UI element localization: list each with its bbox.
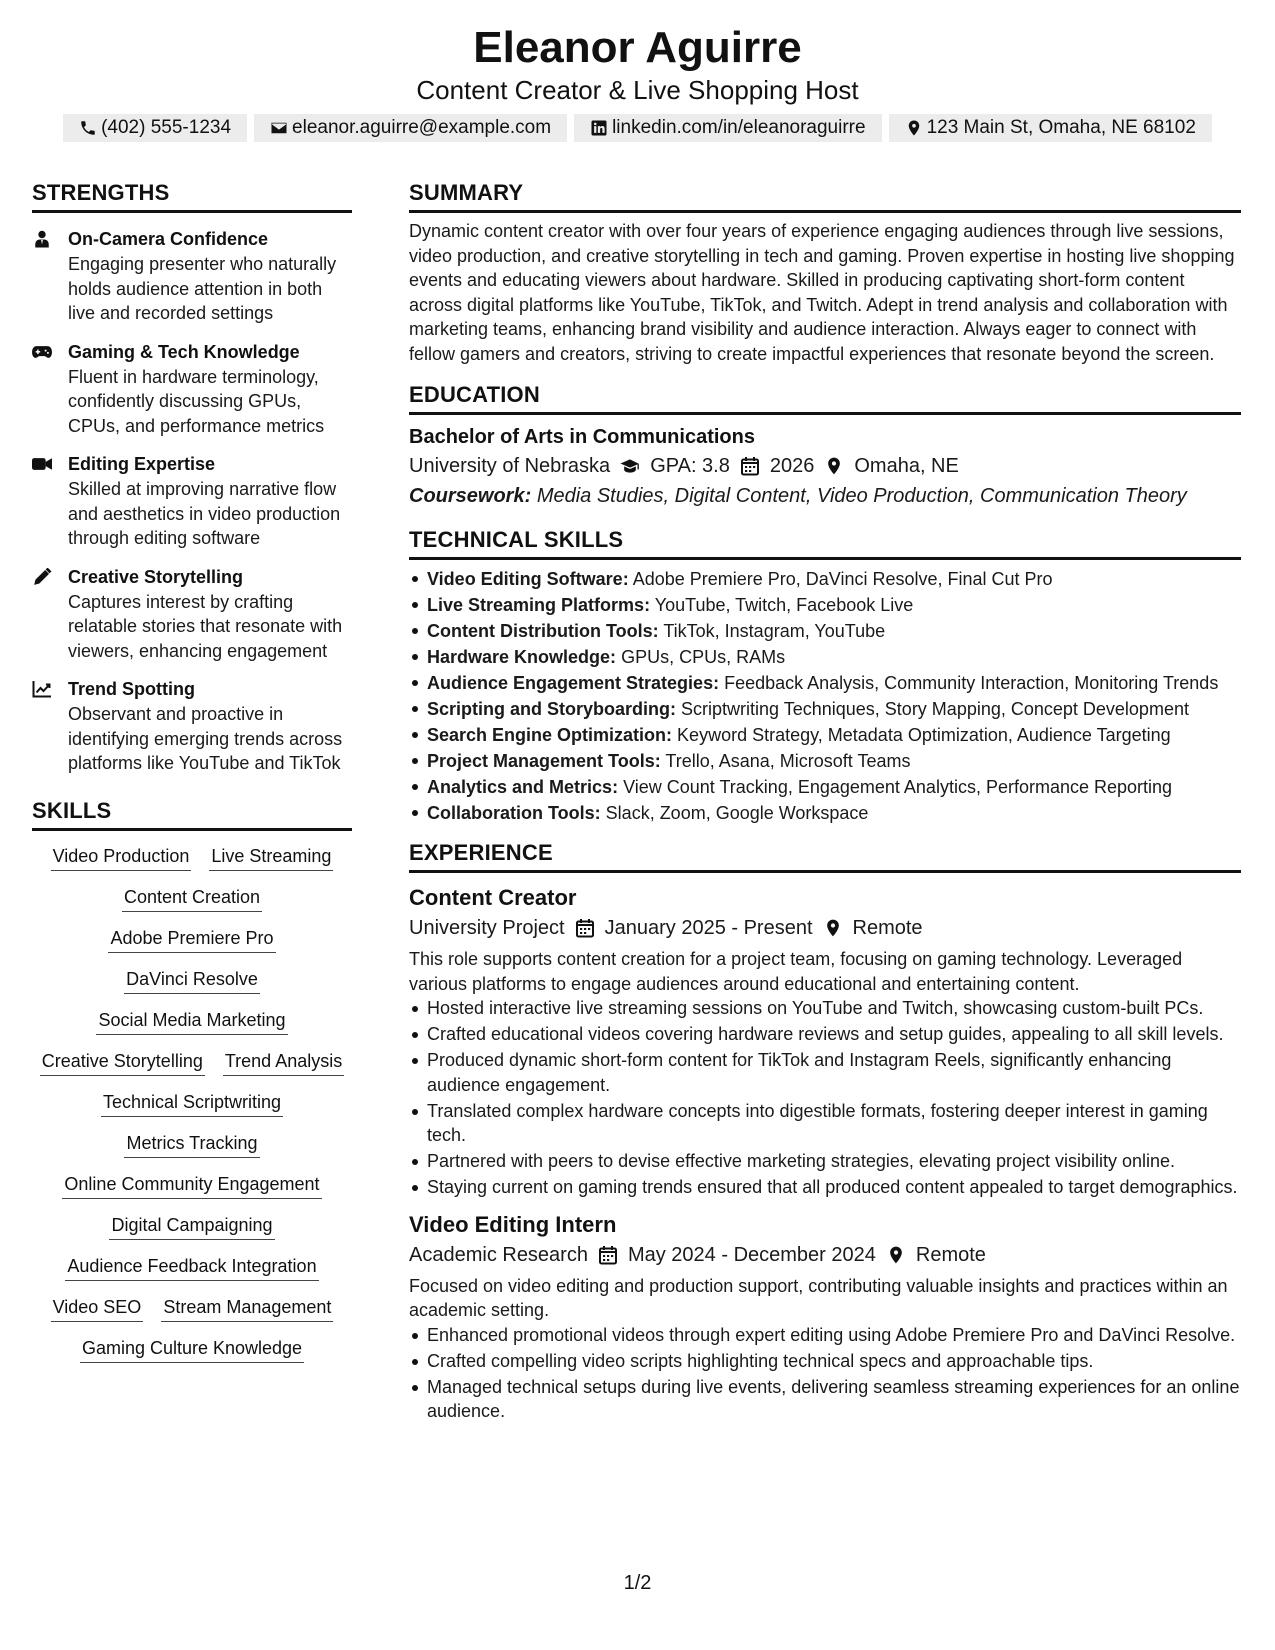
tech-skill-value: Adobe Premiere Pro, DaVinci Resolve, Final Cut Pro xyxy=(632,569,1053,589)
tech-skill-value: TikTok, Instagram, YouTube xyxy=(663,621,886,641)
skill-tag: DaVinci Resolve xyxy=(124,966,260,994)
contact-linkedin[interactable] xyxy=(574,114,881,142)
strength-title: Trend Spotting xyxy=(68,679,195,699)
user-tie-icon xyxy=(32,230,52,248)
experience-heading: EXPERIENCE xyxy=(409,840,1241,873)
tech-skill-label: Collaboration Tools: xyxy=(427,803,601,823)
list-item: Managed technical setups during live events, delivering seamless streaming experiences for an online audience. xyxy=(409,1375,1241,1424)
strength-desc: Observant and proactive in identifying emerging trends across platforms like YouTube and TikTok xyxy=(68,704,343,773)
calendar-icon xyxy=(598,1245,618,1265)
skill-tag: Metrics Tracking xyxy=(124,1130,259,1158)
skill-tag: Stream Management xyxy=(161,1294,333,1322)
job-dates: May 2024 - December 2024 xyxy=(627,1243,876,1266)
technical-skills-list xyxy=(409,566,1241,826)
technical-skills-heading: TECHNICAL SKILLS xyxy=(409,527,1241,560)
skill-tag: Online Community Engagement xyxy=(62,1171,321,1199)
strength-item xyxy=(32,565,352,664)
tech-skill-value: Feedback Analysis, Community Interaction, Monitoring Trends xyxy=(724,673,1219,693)
skill-tag: Technical Scriptwriting xyxy=(101,1089,283,1117)
summary-heading: SUMMARY xyxy=(409,180,1241,213)
map-pin-icon xyxy=(824,456,844,476)
strength-item xyxy=(32,340,352,439)
list-item: Staying current on gaming trends ensured that all produced content appealed to target demographics. xyxy=(409,1175,1241,1200)
job-bullets xyxy=(409,1323,1241,1424)
calendar-icon xyxy=(740,456,760,476)
list-item: Translated complex hardware concepts into digestible formats, fostering deeper interest in gaming tech. xyxy=(409,1099,1241,1148)
tech-skill-label: Live Streaming Platforms: xyxy=(427,595,651,615)
tech-skill-label: Scripting and Storyboarding: xyxy=(427,699,677,719)
skill-tag: Video SEO xyxy=(51,1294,144,1322)
tech-skill-label: Hardware Knowledge: xyxy=(427,647,617,667)
list-item xyxy=(409,800,1241,826)
contact-bar xyxy=(0,114,1275,142)
tech-skill-label: Audience Engagement Strategies: xyxy=(427,673,720,693)
education-meta xyxy=(409,451,1241,481)
job-bullets xyxy=(409,996,1241,1200)
list-item: Enhanced promotional videos through expert editing using Adobe Premiere Pro and DaVinci Resolve. xyxy=(409,1323,1241,1348)
video-camera-icon xyxy=(32,455,52,473)
summary-text: Dynamic content creator with over four years of experience engaging audiences through live sessions, video production, and creative storytelling in tech and gaming. Proven expertise in hosting live shopping events and educating viewers about hardware. Skilled in producing captivating short-form content across digital platforms like YouTube, TikTok, and Twitch. Adept in trend analysis and collaboration with marketing teams, enhancing brand visibility and audience interaction. Always eager to connect with fellow gamers and creators, striving to create impactful experiences that resonate beyond the screen. xyxy=(409,221,1235,364)
skills-list xyxy=(32,843,352,1363)
coursework-list: Media Studies, Digital Content, Video Production, Communication Theory xyxy=(536,485,1187,507)
skill-tag: Creative Storytelling xyxy=(40,1048,205,1076)
job-meta xyxy=(409,1240,1241,1270)
strength-item xyxy=(32,452,352,551)
gpa: GPA: 3.8 xyxy=(650,455,730,477)
list-item: Crafted educational videos covering hardware reviews and setup guides, appealing to all skill levels. xyxy=(409,1022,1241,1047)
skill-tag: Digital Campaigning xyxy=(109,1212,274,1240)
tech-skill-value: Trello, Asana, Microsoft Teams xyxy=(665,751,911,771)
school-name: University of Nebraska xyxy=(409,455,611,477)
list-item xyxy=(409,696,1241,722)
job-location: Remote xyxy=(852,917,923,939)
list-item xyxy=(409,566,1241,592)
strength-desc: Fluent in hardware terminology, confidently discussing GPUs, CPUs, and performance metrics xyxy=(68,366,325,436)
education-heading: EDUCATION xyxy=(409,382,1241,415)
trend-chart-icon xyxy=(32,680,52,698)
contact-email[interactable] xyxy=(254,114,567,142)
list-item: Produced dynamic short-form content for TikTok and Instagram Reels, significantly enhancing audience engagement. xyxy=(409,1048,1241,1097)
skill-tag: Trend Analysis xyxy=(223,1048,344,1076)
graduation-year: 2026 xyxy=(769,455,815,477)
contact-email-text: eleanor.aguirre@example.com xyxy=(292,117,552,138)
phone-icon xyxy=(79,119,97,137)
list-item xyxy=(409,748,1241,774)
job-description: Focused on video editing and production support, contributing valuable insights and practices within an academic setting. xyxy=(409,1275,1228,1320)
strength-item xyxy=(32,677,352,776)
map-pin-icon xyxy=(905,119,923,137)
contact-address-text: 123 Main St, Omaha, NE 68102 xyxy=(926,117,1196,138)
job-dates: January 2025 - Present xyxy=(604,917,813,939)
calendar-icon xyxy=(575,918,595,938)
tech-skill-label: Analytics and Metrics: xyxy=(427,777,619,797)
list-item: Crafted compelling video scripts highlighting technical specs and approachable tips. xyxy=(409,1349,1241,1374)
tech-skill-value: YouTube, Twitch, Facebook Live xyxy=(654,595,914,615)
tech-skill-value: Scriptwriting Techniques, Story Mapping, Concept Development xyxy=(681,699,1189,719)
list-item xyxy=(409,644,1241,670)
candidate-name: Eleanor Aguirre xyxy=(473,23,802,72)
job-org: Academic Research xyxy=(409,1243,588,1266)
skill-tag: Video Production xyxy=(51,843,192,871)
tech-skill-label: Search Engine Optimization: xyxy=(427,725,673,745)
envelope-icon xyxy=(270,119,288,137)
coursework-label: Coursework: xyxy=(409,485,532,507)
strength-desc: Engaging presenter who naturally holds audience attention in both live and recorded settings xyxy=(68,254,337,323)
strength-title: Creative Storytelling xyxy=(68,566,244,587)
map-pin-icon xyxy=(823,918,843,938)
map-pin-icon xyxy=(886,1245,906,1265)
list-item: Hosted interactive live streaming sessions on YouTube and Twitch, showcasing custom-built PCs. xyxy=(409,996,1241,1021)
skill-tag: Live Streaming xyxy=(209,843,333,871)
tech-skill-label: Project Management Tools: xyxy=(427,751,661,771)
strength-title: On-Camera Confidence xyxy=(68,229,269,249)
education-location: Omaha, NE xyxy=(854,455,959,477)
tech-skill-value: Keyword Strategy, Metadata Optimization, Audience Targeting xyxy=(677,725,1171,745)
gamepad-icon xyxy=(32,343,52,361)
strength-desc: Skilled at improving narrative flow and aesthetics in video production through editing software xyxy=(68,479,341,548)
list-item xyxy=(409,722,1241,748)
strength-title: Editing Expertise xyxy=(68,454,216,474)
list-item xyxy=(409,618,1241,644)
tech-skill-label: Video Editing Software: xyxy=(427,569,629,589)
resume-header xyxy=(0,22,1275,142)
linkedin-icon xyxy=(590,119,608,137)
left-column xyxy=(32,180,352,1363)
job-location: Remote xyxy=(915,1243,986,1266)
strength-desc: Captures interest by crafting relatable stories that resonate with viewers, enhancing engagement xyxy=(68,591,343,661)
strength-item xyxy=(32,227,352,326)
contact-linkedin-text: linkedin.com/in/eleanoraguirre xyxy=(612,117,866,138)
pencil-icon xyxy=(32,568,52,586)
tech-skill-value: GPUs, CPUs, RAMs xyxy=(621,647,786,667)
list-item: Partnered with peers to devise effective marketing strategies, elevating project visibility online. xyxy=(409,1149,1241,1174)
list-item xyxy=(409,774,1241,800)
skill-tag: Adobe Premiere Pro xyxy=(108,925,275,953)
contact-phone-text: (402) 555-1234 xyxy=(101,117,232,138)
tech-skill-value: View Count Tracking, Engagement Analytics, Performance Reporting xyxy=(623,777,1173,797)
job-description: This role supports content creation for a project team, focusing on gaming technology. Leveraged various platforms to engage audiences around educational and entertaining content. xyxy=(409,949,1183,994)
job-meta xyxy=(409,913,1241,943)
skills-heading: SKILLS xyxy=(32,798,352,831)
skill-tag: Gaming Culture Knowledge xyxy=(80,1335,304,1363)
page-number: 1/2 xyxy=(623,1572,652,1594)
tech-skill-value: Slack, Zoom, Google Workspace xyxy=(605,803,869,823)
list-item xyxy=(409,670,1241,696)
contact-phone[interactable] xyxy=(63,114,247,142)
tech-skill-label: Content Distribution Tools: xyxy=(427,621,659,641)
contact-address xyxy=(889,114,1212,142)
coursework xyxy=(409,481,1241,511)
list-item xyxy=(409,592,1241,618)
graduation-cap-icon xyxy=(620,456,640,476)
right-column xyxy=(409,180,1241,1425)
skill-tag: Audience Feedback Integration xyxy=(65,1253,318,1281)
job-title: Video Editing Intern xyxy=(409,1211,617,1237)
strengths-heading: STRENGTHS xyxy=(32,180,352,213)
job-title: Content Creator xyxy=(409,885,577,910)
candidate-headline: Content Creator & Live Shopping Host xyxy=(416,75,859,105)
skill-tag: Content Creation xyxy=(122,884,262,912)
skill-tag: Social Media Marketing xyxy=(96,1007,287,1035)
job-org: University Project xyxy=(409,917,565,939)
strength-title: Gaming & Tech Knowledge xyxy=(68,341,300,362)
degree-title: Bachelor of Arts in Communications xyxy=(409,426,755,448)
